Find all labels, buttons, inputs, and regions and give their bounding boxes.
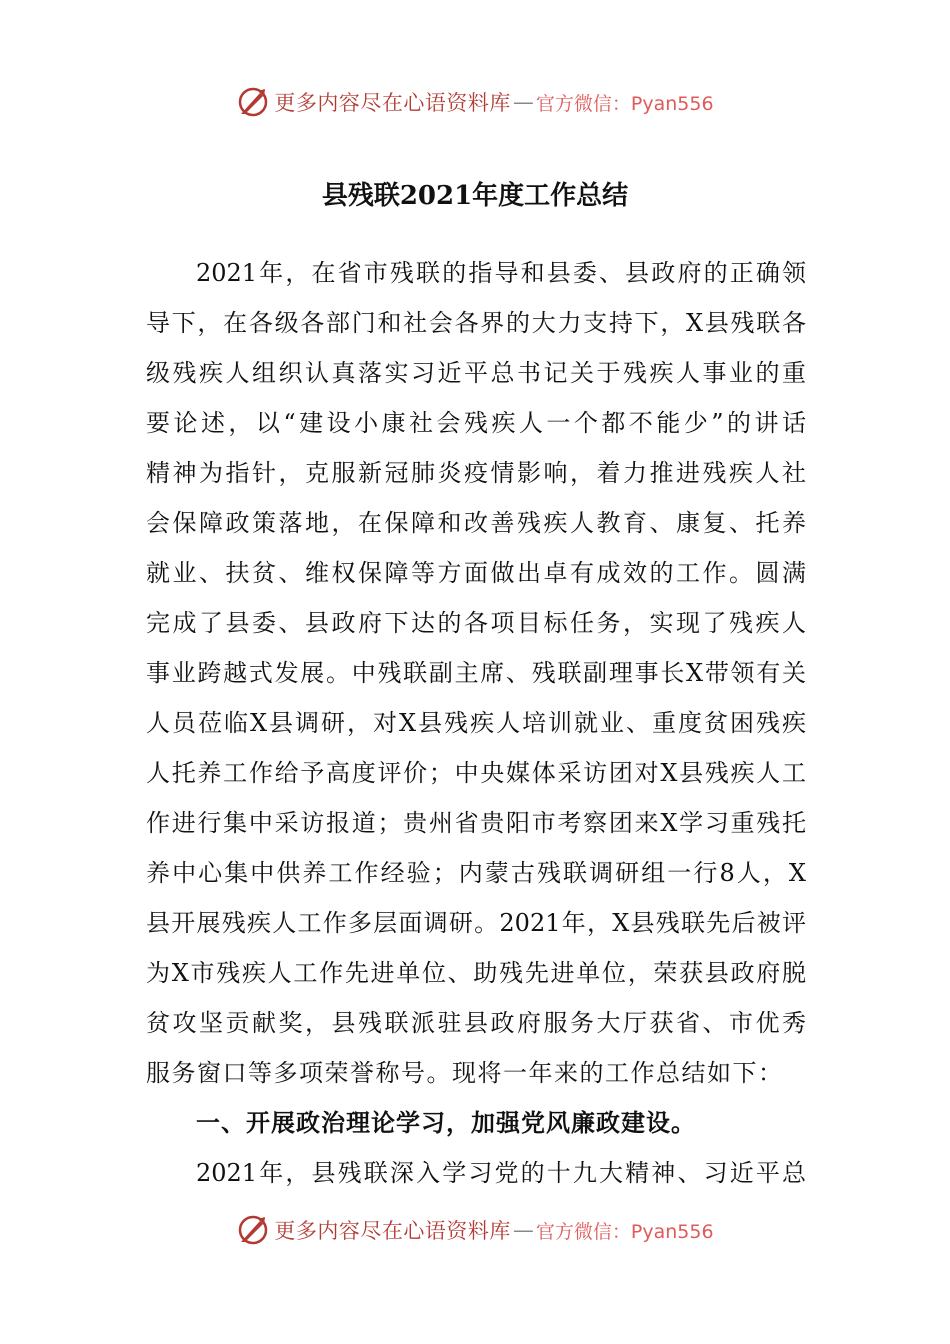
watermark-footer [0, 1210, 950, 1250]
watermark-text: 更多内容尽在心语资料库 [274, 1219, 511, 1243]
section-1-heading: 一、开展政治理论学习，加强党风廉政建设。 [196, 1109, 696, 1137]
document-body [146, 248, 806, 1198]
paragraph-1-line: 人托养工作给予高度评价；中央媒体采访团对X县残疾人工 [146, 759, 806, 787]
paragraph-1-line: 服务窗口等多项荣誉称号。现将一年来的工作总结如下： [146, 1059, 784, 1087]
paragraph-1-line: 完成了县委、县政府下达的各项目标任务，实现了残疾人 [146, 609, 806, 637]
paragraph-2-line: 2021年，县残联深入学习党的十九大精神、习近平总 [196, 1159, 806, 1187]
paragraph-1-line: 贫攻坚贡献奖，县残联派驻县政府服务大厅获省、市优秀 [146, 1009, 806, 1037]
paragraph-1-line: 精神为指针，克服新冠肺炎疫情影响，着力推进残疾人社 [146, 459, 806, 487]
watermark-contact: 官方微信：Pyan556 [535, 92, 714, 115]
paragraph-1-line: 2021年，在省市残联的指导和县委、县政府的正确领 [196, 259, 806, 287]
paragraph-1-line: 导下，在各级各部门和社会各界的大力支持下，X县残联各 [146, 309, 806, 337]
watermark-text: 更多内容尽在心语资料库 [274, 91, 511, 115]
paragraph-1-line: 作进行集中采访报道；贵州省贵阳市考察团来X学习重残托 [146, 809, 806, 837]
paragraph-1-line: 事业跨越式发展。中残联副主席、残联副理事长X带领有关 [146, 659, 806, 687]
paragraph-1-line: 要论述，以“建设小康社会残疾人一个都不能少”的讲话 [146, 409, 806, 437]
watermark-contact: 官方微信：Pyan556 [535, 1220, 714, 1243]
watermark-separator: — [512, 90, 534, 114]
paragraph-1-line: 级残疾人组织认真落实习近平总书记关于残疾人事业的重 [146, 359, 806, 387]
paragraph-1-line: 为X市残疾人工作先进单位、助残先进单位，荣获县政府脱 [146, 959, 806, 987]
watermark-separator: — [512, 1218, 534, 1242]
document-title: 县残联2021年度工作总结 [321, 181, 629, 211]
paragraph-1-line: 会保障政策落地，在保障和改善残疾人教育、康复、托养 [146, 509, 806, 537]
quill-logo-icon [236, 1213, 270, 1247]
paragraph-1-line: 县开展残疾人工作多层面调研。2021年，X县残联先后被评 [146, 909, 806, 937]
paragraph-1-line: 就业、扶贫、维权保障等方面做出卓有成效的工作。圆满 [146, 559, 806, 587]
paragraph-1-line: 养中心集中供养工作经验；内蒙古残联调研组一行8人，X [146, 859, 806, 887]
paragraph-1-line: 人员莅临X县调研，对X县残疾人培训就业、重度贫困残疾 [146, 709, 806, 737]
watermark-header [0, 82, 950, 122]
quill-logo-icon [236, 85, 270, 119]
